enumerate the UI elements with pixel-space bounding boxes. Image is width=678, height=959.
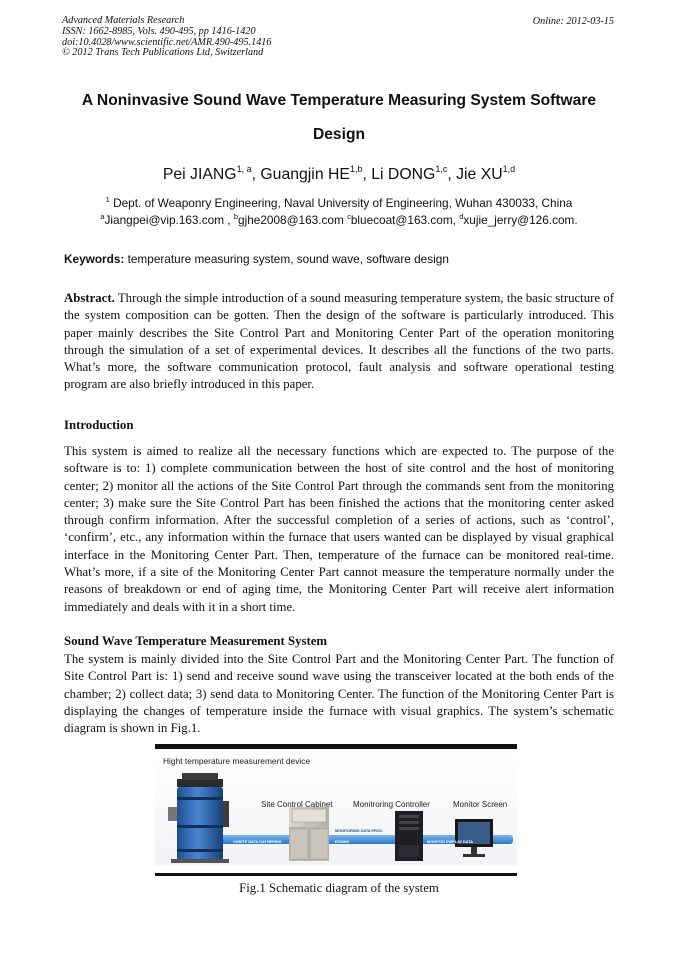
introduction-paragraph: This system is aimed to realize all the necessary functions which are expected to. The purpose of the software is to: 1) complete communication between the host of site control and the host of monitoring center; 2) monitor all the actions of the Site Control Part through the commands sent from the monitoring center; 3) make sure the Site Control Part has been finished the actions that the monitoring center asked through confirm information. After the successful completion of a series of actions, such as ‘control’, ‘confirm’, etc., any information within the furnace that users wanted can be displayed by visual graphical interface in the Monitoring Center Part. Then, temperature of the furnace can be monitored real-time. What’s more, if a site of the Monitoring Center Part cannot measure the temperature normally under the reasons of breakdown or end of aging time, the Monitoring Center Part will receive alert information immediately and deals with it in a short time. <box>64 444 614 614</box>
furnace-device <box>168 773 229 863</box>
author-sup: 1,d <box>502 164 516 174</box>
email-sup: a <box>100 212 105 221</box>
schematic-figure <box>155 744 517 876</box>
running-header <box>62 16 271 59</box>
flow-label-processing-2: ESSING <box>335 840 350 844</box>
author-list <box>40 166 638 184</box>
screen-label: Monitor Screen <box>453 800 508 809</box>
author-name: , Guangjin HE <box>251 166 350 183</box>
author-name: , Jie XU <box>447 166 503 183</box>
author-name: , Li DONG <box>362 166 436 183</box>
email-sup: b <box>233 212 239 221</box>
affiliation-line <box>40 196 638 210</box>
schematic-diagram <box>155 749 517 865</box>
paper-title-line-2: Design <box>313 126 365 143</box>
author-name: Pei JIANG <box>162 166 237 183</box>
affiliation-text: Dept. of Weaponry Engineering, Naval University of Engineering, Wuhan 430033, China <box>109 196 573 210</box>
keywords-text: temperature measuring system, sound wave, software design <box>124 252 449 266</box>
section-heading: Sound Wave Temperature Measurement System <box>64 634 328 648</box>
paper-title-line-1: A Noninvasive Sound Wave Temperature Measuring System Software <box>81 92 597 109</box>
doi-line: doi:10.4028/www.scientific.net/AMR.490-495.1416 <box>62 36 272 48</box>
introduction-heading: Introduction <box>64 418 134 432</box>
site-control-cabinet <box>289 807 329 861</box>
email-sup: d <box>459 212 464 221</box>
cabinet-label: Site Control Cabinet <box>261 800 333 809</box>
journal-name: Advanced Materials Research <box>62 15 185 26</box>
author-sup: 1,c <box>435 164 448 174</box>
flow-label-processing: MONITORING DATA PROC <box>335 829 383 833</box>
copyright-line: © 2012 Trans Tech Publications Ltd, Switzerland <box>62 47 264 59</box>
keywords <box>64 252 449 266</box>
keywords-label: Keywords: <box>64 252 125 266</box>
flow-label-display: MONITOR DISPLAY DATA <box>427 840 473 844</box>
author-sup: 1, a <box>236 164 252 174</box>
section-paragraph: The system is mainly divided into the Site Control Part and the Monitoring Center Part. The function of Site Control Part is: 1) send and receive sound wave using the transceiver located at the both ends of the chamber; 2) collect data; 3) send data to Monitoring Center. The function of the Monitoring Center Part is displaying the changes of temperature inside the furnace with visual graphics. The system’s schematic diagram is shown in Fig.1. <box>64 652 614 736</box>
email-link[interactable]: xujie_jerry@126.com. <box>463 213 578 227</box>
online-date: Online: 2012-03-15 <box>532 16 614 27</box>
figure-caption: Fig.1 Schematic diagram of the system <box>239 881 439 895</box>
email-sup: c <box>347 212 351 221</box>
monitoring-controller <box>395 811 423 861</box>
abstract-label: Abstract. <box>64 291 115 305</box>
email-link[interactable]: gjhe2008@163.com <box>238 213 348 227</box>
email-line <box>40 213 638 227</box>
affiliation-sup: 1 <box>105 195 110 204</box>
email-link[interactable]: bluecoat@163.com, <box>350 213 460 227</box>
device-label: Hight temperature measurement device <box>163 756 311 766</box>
flow-label-gathering: ONSITE DATA GATHERING <box>233 840 282 844</box>
controller-label: Monitroring Controller <box>353 800 430 809</box>
issn-line: ISSN: 1662-8985, Vols. 490-495, pp 1416-1420 <box>62 25 256 37</box>
email-link[interactable]: Jiangpei@vip.163.com , <box>104 213 234 227</box>
abstract-text: Through the simple introduction of a sound measuring temperature system, the basic structure of the system composition can be gotten. Then the design of the software is particularly introduced. This paper mainly describes the Site Control Part and Monitoring Center Part of the operation monitoring through the simulation of a set of experimental devices. It describes all the functions of the two parts. What’s more, the software communication protocol, fault analysis and software operational testing program are also briefly introduced in this paper. <box>64 291 614 392</box>
abstract-paragraph <box>64 290 614 394</box>
author-sup: 1,b <box>349 164 363 174</box>
